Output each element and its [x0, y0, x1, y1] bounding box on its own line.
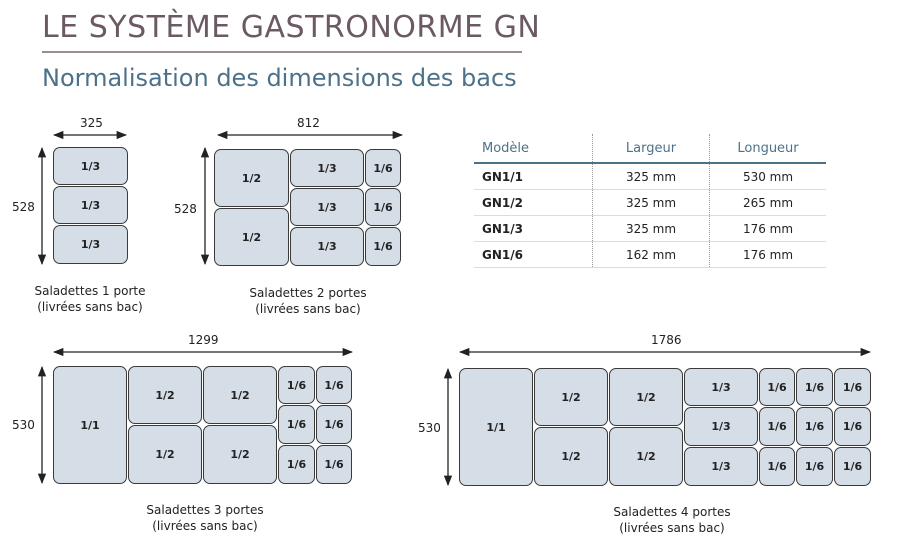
model-cell: GN1/6: [474, 242, 593, 268]
d2-bac: 1/6: [365, 149, 401, 187]
column-header-length: Longueur: [710, 134, 827, 163]
column-header-model: Modèle: [474, 134, 593, 163]
d3-caption-title: Saladettes 3 portes: [146, 503, 264, 517]
column-header-width: Largeur: [593, 134, 710, 163]
d1-caption: [24, 283, 156, 315]
d2-caption: [238, 285, 378, 317]
d2-bac: 1/3: [290, 227, 364, 266]
d3-bac: 1/2: [203, 366, 277, 424]
d3-bac: 1/6: [278, 366, 315, 404]
d3-bac: 1/2: [203, 425, 277, 484]
d3-caption: [135, 502, 275, 534]
d3-bac: 1/2: [128, 366, 202, 424]
d4-bac: 1/2: [534, 368, 608, 426]
d3-bac: 1/6: [278, 445, 315, 484]
width-cell: 325 mm: [593, 190, 710, 216]
width-cell: 325 mm: [593, 216, 710, 242]
d4-bac: 1/6: [796, 447, 833, 486]
model-cell: GN1/2: [474, 190, 593, 216]
d2-caption-title: Saladettes 2 portes: [249, 286, 367, 300]
width-cell: 325 mm: [593, 163, 710, 190]
d1-bac: 1/3: [53, 225, 128, 264]
d3-width-label: 1299: [188, 333, 219, 347]
d4-bac: 1/6: [834, 447, 871, 486]
page-title: LE SYSTÈME GASTRONORME GN: [42, 10, 541, 45]
d4-bac: 1/3: [684, 447, 758, 486]
d4-bac: 1/2: [534, 427, 608, 486]
gn-dimensions-table: [474, 134, 826, 268]
table-row: [474, 242, 826, 268]
length-cell: 265 mm: [710, 190, 827, 216]
length-cell: 176 mm: [710, 242, 827, 268]
d2-bac: 1/2: [214, 208, 289, 266]
table-row: [474, 163, 826, 190]
length-cell: 176 mm: [710, 216, 827, 242]
d4-bac: 1/3: [684, 368, 758, 406]
table-row: [474, 190, 826, 216]
table-row: [474, 216, 826, 242]
table-header-row: [474, 134, 826, 163]
model-cell: GN1/3: [474, 216, 593, 242]
d4-bac: 1/2: [609, 427, 683, 486]
d2-bac: 1/3: [290, 149, 364, 187]
d3-bac: 1/6: [316, 405, 352, 444]
d4-caption-title: Saladettes 4 portes: [613, 505, 731, 519]
d2-width-label: 812: [297, 116, 320, 130]
d4-depth-label: 530: [418, 421, 441, 435]
d4-bac: 1/6: [834, 407, 871, 446]
d4-bac: 1/3: [684, 407, 758, 446]
d2-bac: 1/2: [214, 149, 289, 207]
d1-bac: 1/3: [53, 186, 128, 224]
d4-bac: 1/6: [759, 447, 795, 486]
d4-bac: 1/1: [459, 368, 533, 486]
page-subtitle: Normalisation des dimensions des bacs: [42, 64, 517, 92]
d3-bac: 1/2: [128, 425, 202, 484]
model-cell: GN1/1: [474, 163, 593, 190]
d3-caption-note: (livrées sans bac): [152, 519, 258, 533]
length-cell: 530 mm: [710, 163, 827, 190]
d4-caption-note: (livrées sans bac): [619, 521, 725, 535]
d4-caption: [602, 504, 742, 536]
d2-depth-label: 528: [174, 202, 197, 216]
width-cell: 162 mm: [593, 242, 710, 268]
d3-bac: 1/1: [53, 366, 127, 484]
d4-bac: 1/6: [759, 407, 795, 446]
d3-bac: 1/6: [316, 445, 352, 484]
d3-bac: 1/6: [278, 405, 315, 444]
d1-depth-label: 528: [12, 200, 35, 214]
d4-bac: 1/2: [609, 368, 683, 426]
d3-bac: 1/6: [316, 366, 352, 404]
d1-caption-title: Saladettes 1 porte: [34, 284, 146, 298]
d4-bac: 1/6: [796, 407, 833, 446]
d2-bac: 1/3: [290, 188, 364, 226]
d2-bac: 1/6: [365, 188, 401, 226]
d4-width-label: 1786: [651, 333, 682, 347]
d1-width-label: 325: [80, 116, 103, 130]
d4-bac: 1/6: [796, 368, 833, 406]
d4-bac: 1/6: [834, 368, 871, 406]
d2-caption-note: (livrées sans bac): [255, 302, 361, 316]
d4-bac: 1/6: [759, 368, 795, 406]
d1-bac: 1/3: [53, 147, 128, 185]
d3-depth-label: 530: [12, 418, 35, 432]
d1-caption-note: (livrées sans bac): [37, 300, 143, 314]
d2-bac: 1/6: [365, 227, 401, 266]
